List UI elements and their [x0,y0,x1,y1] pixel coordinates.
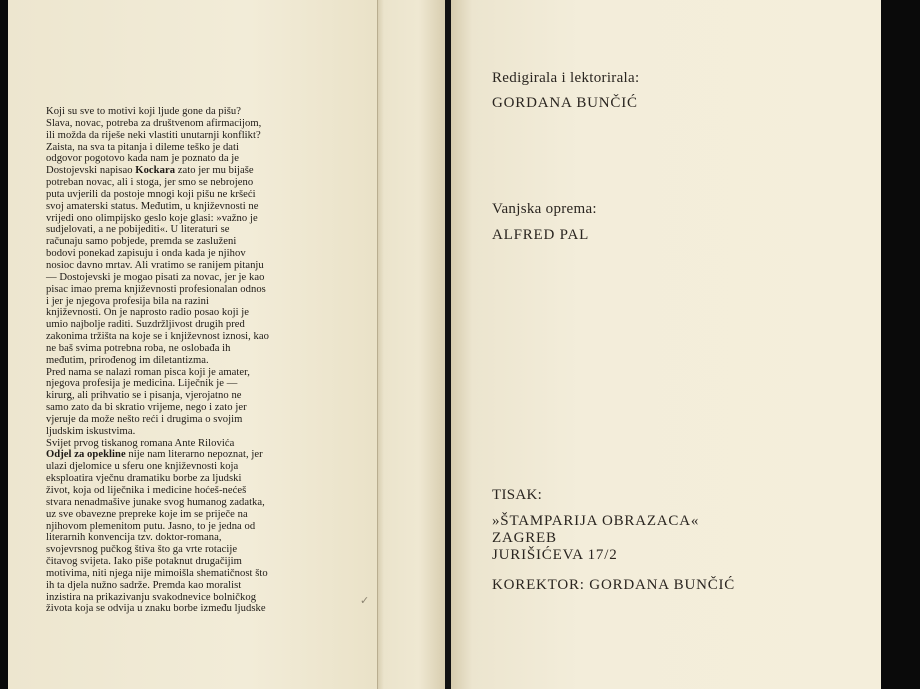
blurb-text [46,106,366,615]
printer-city: ZAGREB [492,530,557,546]
blurb-paragraph-3: Svijet prvog tiskanog romana Ante Rilovića Odjel za opekline nije nam literarno nepoznat, jer ulazi djelomice u sferu one književnosti koja eksploatira vječnu dramatiku borbe za ljudski život, koja od liječnika i medicine hoćeš-nećeš stvara nenadmašive junake svog humanog zadatka, uz sve obavezne prepreke koje im se priječe na njihovom plemenitom putu. Jasno, to je jedna od literarnih konvencija tzv. doktor-romana, svojevrsnog pučkog štiva što ga vrte rotacije čitavog svijeta. Iako piše potaknut drugačijim motivima, niti njega nije mimoišla shematičnost što ih ta djela nužno sadrže. Premda kao moralist inzistira na prikazivanju svakodnevice bolničkog života koja se odvija u znaku borbe između ljudske [46,437,268,615]
blurb-paragraph-1: Koji su sve to motivi koji ljude gone da pišu? Slava, novac, potreba za društvenom afirmacijom, ili možda da riješe neki vlastiti unutarnji konflikt? Zaista, na sva ta pitanja i dileme teško je dati odgovor pogotovo kada nam je poznato da je Dostojevski napisao Kockara zato jer mu bijaše potreban novac, ali i stoga, jer smo se nebrojeno puta uvjerili da postoje mnogi koji pišu ne kršeći svoj amaterski status. Međutim, u književnosti ne vrijedi ono olimpijsko geslo koje glasi: »važno je sudjelovati, a ne pobijediti«. U literaturi se računaju samo pobjede, premda se zasluženi bodovi ponekad zapisuju i onda kada je njihov nosioc davno mrtav. Ali vratimo se ranijem pitanju — Dostojevski je mogao pisati za novac, jer je kao pisac imao prema književnosti profesionalan odnos i jer je njegova profesija bila na razini književnosti. On je naprosto radio posao koji je umio najbolje raditi. Suzdržljivost drugih pred zakonima tržišta na koje se i književnost iznosi, kao ne baš svima potrebna roba, ne oslobađa ih međutim, prirođenog im diletantizma. [46,106,269,366]
printer-street: JURIŠIĆEVA 17/2 [492,547,618,563]
book-title-kockara: Kockara [135,165,176,177]
design-name: ALFRED PAL [492,227,590,243]
pencil-mark: ✓ [360,595,370,607]
editor-label: Redigirala i lektorirala: [492,70,640,86]
blurb-paragraph-2: Pred nama se nalazi roman pisca koji je amater, njegova profesija je medicina. Liječnik je — kirurg, ali prihvatio se i pisanja, vjerojatno ne samo zato da bi skratio vrijeme, nego i zato jer vjeruje da može nešto reći i drugima o svojim ljudskim iskustvima. [46,366,251,437]
print-label: TISAK: [492,487,543,503]
editor-name: GORDANA BUNČIĆ [492,95,638,111]
design-label: Vanjska oprema: [492,201,597,217]
left-page-flap [377,0,446,689]
printer-name: »ŠTAMPARIJA OBRAZACA« [492,513,700,529]
book-title-odjel: Odjel za opekline [46,449,126,461]
proofreader: KOREKTOR: GORDANA BUNČIĆ [492,577,736,593]
